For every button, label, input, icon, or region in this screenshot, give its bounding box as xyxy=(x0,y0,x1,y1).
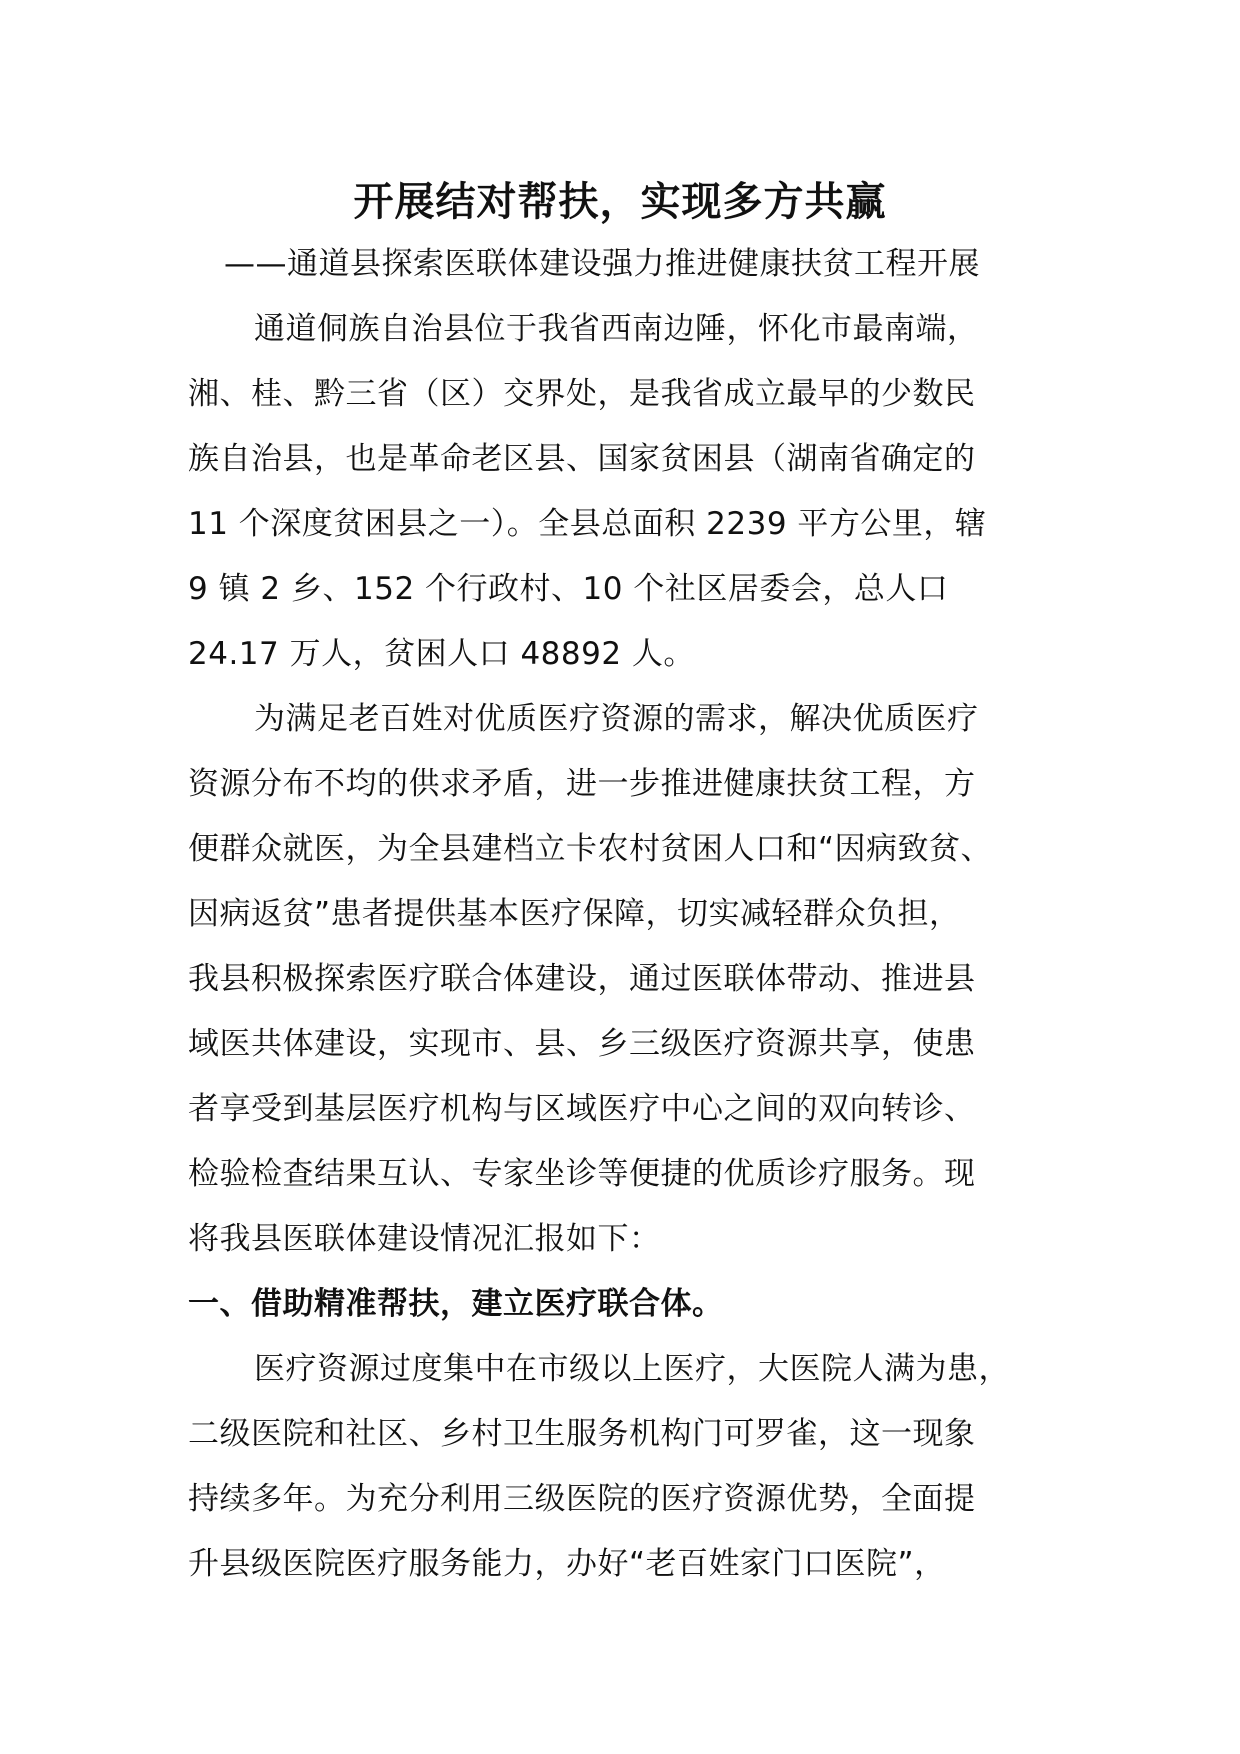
document-title: 开展结对帮扶，实现多方共赢 xyxy=(353,179,887,225)
paragraph-line: 因病返贫”患者提供基本医疗保障，切实减轻群众负担， xyxy=(188,896,961,932)
paragraph-line: 将我县医联体建设情况汇报如下： xyxy=(188,1221,661,1257)
paragraph-line: 族自治县，也是革命老区县、国家贫困县（湖南省确定的 xyxy=(188,441,976,477)
paragraph-line: 二级医院和社区、乡村卫生服务机构门可罗雀，这一现象 xyxy=(188,1416,976,1452)
paragraph-line: 11 个深度贫困县之一）。全县总面积 2239 平方公里，辖 xyxy=(188,506,987,542)
paragraph-line: 通道侗族自治县位于我省西南边陲，怀化市最南端， xyxy=(254,311,979,347)
paragraph-line: 检验检查结果互认、专家坐诊等便捷的优质诊疗服务。现 xyxy=(188,1156,976,1192)
paragraph-line: 我县积极探索医疗联合体建设，通过医联体带动、推进县 xyxy=(188,961,976,997)
paragraph-line: 域医共体建设，实现市、县、乡三级医疗资源共享，使患 xyxy=(188,1026,976,1062)
paragraph-line: 湘、桂、黔三省（区）交界处，是我省成立最早的少数民 xyxy=(188,376,976,412)
paragraph-line: 为满足老百姓对优质医疗资源的需求，解决优质医疗 xyxy=(254,701,979,737)
paragraph-line: 便群众就医，为全县建档立卡农村贫困人口和“因病致贫、 xyxy=(188,831,993,867)
paragraph-line: 持续多年。为充分利用三级医院的医疗资源优势，全面提 xyxy=(188,1481,976,1517)
paragraph-line: 者享受到基层医疗机构与区域医疗中心之间的双向转诊、 xyxy=(188,1091,976,1127)
paragraph-line: 24.17 万人，贫困人口 48892 人。 xyxy=(188,636,695,672)
section-heading: 一、借助精准帮扶，建立医疗联合体。 xyxy=(188,1286,724,1322)
paragraph-line: 升县级医院医疗服务能力，办好“老百姓家门口医院”， xyxy=(188,1546,946,1582)
paragraph-line: 9 镇 2 乡、152 个行政村、10 个社区居委会，总人口 xyxy=(188,571,949,607)
document-subtitle: ——通道县探索医联体建设强力推进健康扶贫工程开展 xyxy=(224,246,980,282)
paragraph-line: 资源分布不均的供求矛盾，进一步推进健康扶贫工程，方 xyxy=(188,766,976,802)
paragraph-line: 医疗资源过度集中在市级以上医疗，大医院人满为患， xyxy=(254,1351,1010,1387)
